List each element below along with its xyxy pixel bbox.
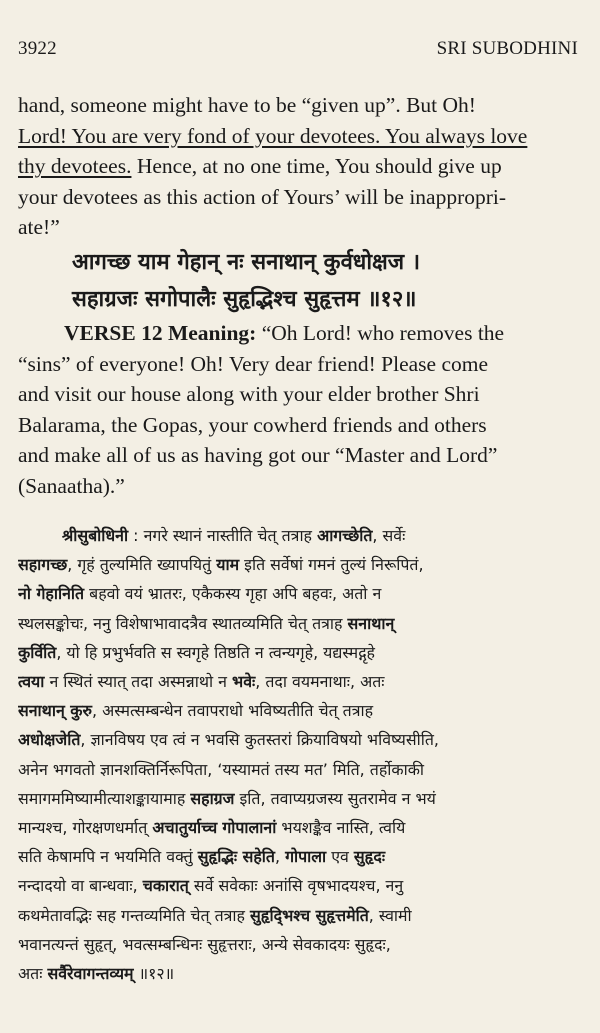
commentary-line: [18, 579, 578, 608]
text-line: your devotees as this action of Yours’ will be inappropri-: [18, 184, 507, 209]
commentary-line: [18, 638, 578, 667]
text-run: कथमेतावद्भिः सह गन्तव्यमिति चेत् तत्राह: [18, 905, 251, 925]
text-line: ate!”: [18, 215, 60, 240]
text-run: एव: [326, 847, 354, 867]
text-run: ,: [274, 847, 286, 867]
text-run: बहवो वयं भ्रातरः, एकैकस्य गृहा अपि बहवः, अतो न: [84, 584, 382, 604]
bold-term: भवेः: [232, 672, 256, 692]
commentary-line: [18, 813, 578, 842]
underlined-text: thy devotees.: [18, 154, 132, 179]
text-run: ॥१२॥: [133, 964, 175, 984]
text-run: Hence, at no one time, You should give up: [131, 154, 502, 179]
text-run: , तदा वयमनाथाः, अतः: [255, 672, 385, 692]
bold-term: सनाथान् कुरु: [18, 701, 93, 721]
text-run: भयशङ्कैव नास्ति, त्वयि: [276, 818, 406, 838]
bold-term: सहागच्छ: [18, 555, 68, 575]
commentary-line: [18, 784, 578, 813]
bold-term: चकारात्: [142, 876, 189, 896]
text-run: न स्थितं स्यात् तदा अस्मन्नाथो न: [44, 672, 233, 692]
text-run: , स्वामी: [368, 905, 412, 925]
text-run: : नगरे स्थानं नास्तीति चेत् तत्राह: [128, 526, 318, 545]
commentary-line: [18, 871, 578, 900]
commentary-line: [18, 755, 578, 784]
text-line: and visit our house along with your elder brother Shri: [18, 382, 480, 407]
text-run: , ज्ञानविषय एव त्वं न भवसि कुतस्तरां क्रियाविषयो भविष्यसीति,: [80, 730, 439, 750]
bold-term: गोपालानां: [222, 818, 277, 838]
verse-line: आगच्छ याम गेहान् नः सनाथान् कुर्वधोक्षज ।: [72, 250, 421, 275]
bold-term: त्वया: [18, 672, 45, 692]
bold-term: अधोक्षजेति: [18, 730, 81, 750]
translation-paragraph: [18, 90, 578, 243]
page-header: [18, 38, 578, 60]
text-run: , यो हि प्रभुर्भवति स स्वगृहे तिष्ठति न त्वन्यगृहे, यद्यस्मद्गृहे: [56, 642, 375, 662]
text-run: , सर्वेः: [372, 526, 406, 545]
bold-term: सुहृदः: [353, 847, 386, 867]
bold-term: सनाथान्: [347, 613, 395, 633]
text-run: स्थलसङ्कोचः, ननु विशेषाभावादत्रैव स्थातव्यमिति चेत् तत्राह: [18, 613, 348, 633]
commentary-line: [18, 901, 578, 930]
text-run: समागममिष्यामीत्याशङ्कायामाह: [18, 788, 191, 808]
sanskrit-verse: [72, 244, 570, 318]
bold-term: आगच्छेति: [317, 526, 373, 545]
bold-term: नो गेहानिति: [18, 584, 85, 604]
commentary-line: [18, 550, 578, 579]
commentary-line: [18, 609, 578, 638]
text-line: [18, 151, 578, 182]
commentary-line: [18, 842, 578, 871]
text-run: सर्वे सवेकाः अनांसि वृषभादयश्च, ननु: [188, 876, 404, 896]
bold-term: सुहृदि्भश्च सुहृत्तमेति: [250, 905, 369, 925]
page-number: 3922: [18, 38, 57, 59]
bold-term: सुहृद्भिः सहेति: [197, 847, 275, 867]
bold-term: अचातुर्याच्च: [152, 818, 218, 838]
text-run: , अस्मत्सम्बन्धेन तवापराधो भविष्यतीति चेत् तत्राह: [92, 701, 374, 721]
bold-term: सर्वैरेवागन्तव्यम्: [47, 964, 134, 984]
running-title: SRI SUBODHINI: [436, 38, 578, 59]
subodhini-commentary: [18, 521, 578, 988]
commentary-line: [18, 959, 578, 988]
commentary-line: [18, 667, 578, 696]
bold-term: श्रीसुबोधिनी: [62, 526, 129, 545]
text-run: सति केषामपि न भयमिति वक्तुं: [18, 847, 198, 867]
text-run: अतः: [18, 964, 48, 984]
commentary-line: [18, 725, 578, 754]
verse-line: सहाग्रजः सगोपालैः सुहृद्भिश्च सुहृत्तम ॥१२॥: [72, 287, 417, 312]
text-run: इति, तवाप्यग्रजस्य सुतरामेव न भयं: [234, 788, 436, 808]
commentary-line: [18, 930, 578, 959]
text-run: “Oh Lord! who removes the: [256, 321, 505, 345]
text-run: भवानत्यन्तं सुहृत्, भवत्सम्बन्धिनः सुहृत्तराः, अन्ये सेवकादयः सुहृदः,: [18, 934, 391, 954]
text-run: इति सर्वेषां गमनं तुल्यं निरूपितं,: [239, 555, 424, 575]
text-line: (Sanaatha).”: [18, 473, 125, 498]
text-line: “sins” of everyone! Oh! Very dear friend! Please come: [18, 351, 489, 376]
text-line: Balarama, the Gopas, your cowherd friends and others: [18, 412, 487, 437]
verse-meaning: [18, 318, 578, 502]
bold-term: सहाग्रज: [190, 788, 235, 808]
text-run: अनेन भगवतो ज्ञानशक्तिर्निरूपिता, ‘यस्यामतं तस्य मत’ मिति, तर्होकाकी: [18, 759, 425, 779]
text-line: [18, 318, 578, 349]
text-line: Lord! You are very fond of your devotees. You always love: [18, 123, 528, 148]
text-run: नन्दादयो वा बान्धवाः,: [18, 876, 143, 896]
bold-term: गोपाला: [285, 847, 327, 867]
commentary-line: [18, 521, 578, 550]
meaning-label: VERSE 12 Meaning:: [64, 321, 257, 345]
text-run: मान्यश्च, गोरक्षणधर्मात्: [18, 818, 153, 838]
text-line: hand, someone might have to be “given up”. But Oh!: [18, 93, 476, 117]
text-run: , गृहं तुल्यमिति ख्यापयितुं: [67, 555, 217, 575]
bold-term: कुर्विति: [18, 642, 57, 662]
commentary-line: [18, 696, 578, 725]
text-line: and make all of us as having got our “Master and Lord”: [18, 443, 498, 468]
bold-term: याम: [216, 555, 240, 575]
